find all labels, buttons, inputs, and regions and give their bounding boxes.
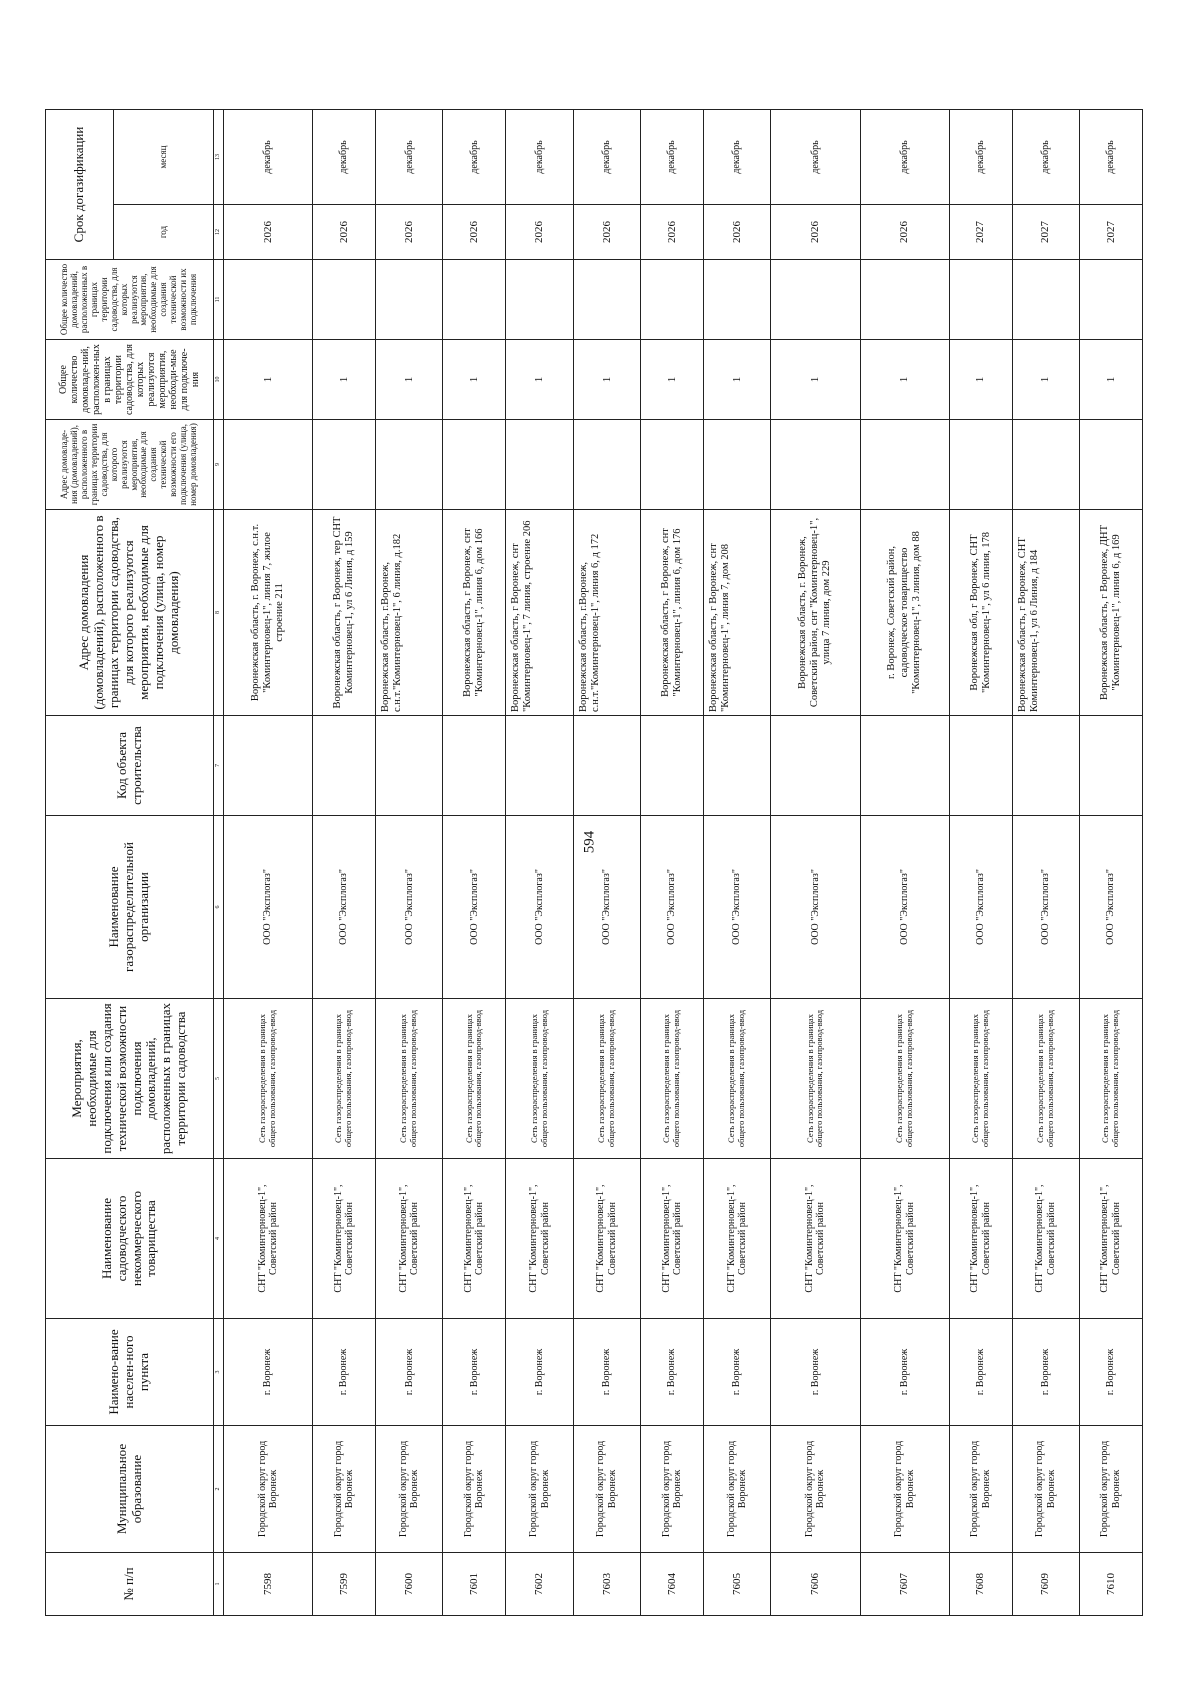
gas-org-cell: ООО "Эксплогаз" bbox=[771, 816, 860, 999]
document-sheet bbox=[45, 110, 1143, 1616]
header-partnership: Наименование садоводческого некоммерческого товарищества bbox=[46, 1159, 214, 1319]
month-cell: декабрь bbox=[704, 110, 771, 205]
column-number-row bbox=[214, 110, 224, 1616]
table-row bbox=[704, 110, 771, 1616]
municipality-cell: Городской округ город Воронеж bbox=[704, 1426, 771, 1553]
table-row bbox=[224, 110, 313, 1616]
address-tech-cell bbox=[1012, 420, 1079, 510]
partnership-cell: СНТ "Коминтерновец-1", Советский район bbox=[949, 1159, 1012, 1319]
code-cell bbox=[1079, 716, 1142, 816]
partnership-cell: СНТ "Коминтерновец-1", Советский район bbox=[704, 1159, 771, 1319]
row-number: 7603 bbox=[573, 1553, 640, 1616]
gas-org-cell: ООО "Эксплогаз" bbox=[573, 816, 640, 999]
table-row bbox=[376, 110, 443, 1616]
municipality-cell: Городской округ город Воронеж bbox=[313, 1426, 376, 1553]
table-row bbox=[1012, 110, 1079, 1616]
column-number: 7 bbox=[214, 716, 224, 816]
measures-cell: Сеть газораспределения в границах общего пользования, газопровод-ввод bbox=[949, 999, 1012, 1159]
header-measures: Мероприятия, необходимые для подключения или создания технической возможности подключения домовладений, расположенных в границах территории садоводства bbox=[46, 999, 214, 1159]
header-year: год bbox=[114, 205, 214, 260]
table-row bbox=[573, 110, 640, 1616]
address-tech-cell bbox=[860, 420, 949, 510]
table-body bbox=[224, 110, 1143, 1616]
count-connect-cell: 1 bbox=[704, 340, 771, 420]
address-cell: Воронежская область, г.Воронеж, с.н.т."Коминтерновец-1", линия 6, д 172 bbox=[573, 510, 640, 716]
row-number: 7599 bbox=[313, 1553, 376, 1616]
measures-cell: Сеть газораспределения в границах общего пользования, газопровод-ввод bbox=[771, 999, 860, 1159]
row-number: 7610 bbox=[1079, 1553, 1142, 1616]
address-cell: Воронежская обл, г Воронеж, СНТ "Коминтерновец-1", ул 6 линия, 178 bbox=[949, 510, 1012, 716]
table-row bbox=[641, 110, 704, 1616]
partnership-cell: СНТ "Коминтерновец-1", Советский район bbox=[506, 1159, 573, 1319]
measures-cell: Сеть газораспределения в границах общего пользования, газопровод-ввод bbox=[704, 999, 771, 1159]
row-number: 7600 bbox=[376, 1553, 443, 1616]
month-cell: декабрь bbox=[860, 110, 949, 205]
count-connect-cell: 1 bbox=[573, 340, 640, 420]
address-tech-cell bbox=[376, 420, 443, 510]
address-tech-cell bbox=[1079, 420, 1142, 510]
gas-org-cell: ООО "Эксплогаз" bbox=[506, 816, 573, 999]
address-cell: Воронежская область, г Воронеж, снт "Коминтерновец-1", линия 7, дом 208 bbox=[704, 510, 771, 716]
year-cell: 2026 bbox=[313, 205, 376, 260]
month-cell: декабрь bbox=[1012, 110, 1079, 205]
header-count-connect: Общее количество домовладе-ний, расположен-ных в границах территории садоводства, для которых реализуются мероприятия, необходи-мые для подключе-ния bbox=[46, 340, 214, 420]
column-number: 13 bbox=[214, 110, 224, 205]
gas-org-cell: ООО "Эксплогаз" bbox=[641, 816, 704, 999]
address-tech-cell bbox=[949, 420, 1012, 510]
partnership-cell: СНТ "Коминтерновец-1", Советский район bbox=[376, 1159, 443, 1319]
count-tech-cell bbox=[860, 260, 949, 340]
count-tech-cell bbox=[313, 260, 376, 340]
month-cell: декабрь bbox=[376, 110, 443, 205]
code-cell bbox=[506, 716, 573, 816]
gas-org-cell: ООО "Эксплогаз" bbox=[1079, 816, 1142, 999]
month-cell: декабрь bbox=[506, 110, 573, 205]
code-cell bbox=[224, 716, 313, 816]
count-connect-cell: 1 bbox=[771, 340, 860, 420]
measures-cell: Сеть газораспределения в границах общего пользования, газопровод-ввод bbox=[1079, 999, 1142, 1159]
settlement-cell: г. Воронеж bbox=[1012, 1319, 1079, 1426]
municipality-cell: Городской округ город Воронеж bbox=[1079, 1426, 1142, 1553]
address-cell: Воронежская область, г Воронеж, снт "Коминтерновец-1", линия 6, дом 176 bbox=[641, 510, 704, 716]
column-number: 12 bbox=[214, 205, 224, 260]
row-number: 7607 bbox=[860, 1553, 949, 1616]
measures-cell: Сеть газораспределения в границах общего пользования, газопровод-ввод bbox=[224, 999, 313, 1159]
table-row bbox=[313, 110, 376, 1616]
year-cell: 2027 bbox=[949, 205, 1012, 260]
count-tech-cell bbox=[573, 260, 640, 340]
column-number: 2 bbox=[214, 1426, 224, 1553]
measures-cell: Сеть газораспределения в границах общего пользования, газопровод-ввод bbox=[376, 999, 443, 1159]
table-row bbox=[860, 110, 949, 1616]
header-code: Код объекта строительства bbox=[46, 716, 214, 816]
settlement-cell: г. Воронеж bbox=[949, 1319, 1012, 1426]
year-cell: 2026 bbox=[506, 205, 573, 260]
address-cell: Воронежская область, г.Воронеж, с.н.т."Коминтерновец-1", 6 линия, д.182 bbox=[376, 510, 443, 716]
settlement-cell: г. Воронеж bbox=[771, 1319, 860, 1426]
municipality-cell: Городской округ город Воронеж bbox=[771, 1426, 860, 1553]
settlement-cell: г. Воронеж bbox=[376, 1319, 443, 1426]
gas-org-cell: ООО "Эксплогаз" bbox=[224, 816, 313, 999]
month-cell: декабрь bbox=[1079, 110, 1142, 205]
month-cell: декабрь bbox=[313, 110, 376, 205]
row-number: 7605 bbox=[704, 1553, 771, 1616]
code-cell bbox=[860, 716, 949, 816]
year-cell: 2026 bbox=[860, 205, 949, 260]
month-cell: декабрь bbox=[771, 110, 860, 205]
year-cell: 2026 bbox=[224, 205, 313, 260]
code-cell bbox=[641, 716, 704, 816]
count-connect-cell: 1 bbox=[506, 340, 573, 420]
year-cell: 2027 bbox=[1079, 205, 1142, 260]
gas-org-cell: ООО "Эксплогаз" bbox=[313, 816, 376, 999]
municipality-cell: Городской округ город Воронеж bbox=[641, 1426, 704, 1553]
count-tech-cell bbox=[704, 260, 771, 340]
address-tech-cell bbox=[224, 420, 313, 510]
table-row bbox=[443, 110, 506, 1616]
municipality-cell: Городской округ город Воронеж bbox=[1012, 1426, 1079, 1553]
gas-org-cell: ООО "Эксплогаз" bbox=[949, 816, 1012, 999]
header-num: № п/п bbox=[46, 1553, 214, 1616]
code-cell bbox=[704, 716, 771, 816]
partnership-cell: СНТ "Коминтерновец-1", Советский район bbox=[1079, 1159, 1142, 1319]
municipality-cell: Городской округ город Воронеж bbox=[860, 1426, 949, 1553]
measures-cell: Сеть газораспределения в границах общего пользования, газопровод-ввод bbox=[860, 999, 949, 1159]
code-cell bbox=[949, 716, 1012, 816]
row-number: 7609 bbox=[1012, 1553, 1079, 1616]
municipality-cell: Городской округ город Воронеж bbox=[506, 1426, 573, 1553]
count-connect-cell: 1 bbox=[641, 340, 704, 420]
code-cell bbox=[313, 716, 376, 816]
gas-org-cell: ООО "Эксплогаз" bbox=[376, 816, 443, 999]
header-municipality: Муниципальное образование bbox=[46, 1426, 214, 1553]
settlement-cell: г. Воронеж bbox=[573, 1319, 640, 1426]
count-connect-cell: 1 bbox=[1012, 340, 1079, 420]
settlement-cell: г. Воронеж bbox=[1079, 1319, 1142, 1426]
header-month: месяц bbox=[114, 110, 214, 205]
code-cell bbox=[443, 716, 506, 816]
partnership-cell: СНТ "Коминтерновец-1", Советский район bbox=[860, 1159, 949, 1319]
address-tech-cell bbox=[641, 420, 704, 510]
month-cell: декабрь bbox=[949, 110, 1012, 205]
row-number: 7598 bbox=[224, 1553, 313, 1616]
year-cell: 2026 bbox=[376, 205, 443, 260]
table-row bbox=[949, 110, 1012, 1616]
count-tech-cell bbox=[443, 260, 506, 340]
settlement-cell: г. Воронеж bbox=[641, 1319, 704, 1426]
count-tech-cell bbox=[376, 260, 443, 340]
gasification-table bbox=[45, 109, 1143, 1616]
count-tech-cell bbox=[949, 260, 1012, 340]
count-connect-cell: 1 bbox=[376, 340, 443, 420]
count-connect-cell: 1 bbox=[313, 340, 376, 420]
gas-org-cell: ООО "Эксплогаз" bbox=[860, 816, 949, 999]
column-number: 11 bbox=[214, 260, 224, 340]
gas-org-cell: ООО "Эксплогаз" bbox=[704, 816, 771, 999]
page-number: 594 bbox=[581, 830, 598, 854]
count-connect-cell: 1 bbox=[443, 340, 506, 420]
address-tech-cell bbox=[443, 420, 506, 510]
header-address-tech: Адрес домовладе-ния (домовладений), расположенного в границах территории садоводства, для которого реализуются мероприятия, необходимые для создания технической возможности его подключения (улица, номер домовладения) bbox=[46, 420, 214, 510]
municipality-cell: Городской округ город Воронеж bbox=[224, 1426, 313, 1553]
address-cell: г. Воронеж, Советский район, садоводческое товарищество "Коминтерновец-1", 3 линия, дом 88 bbox=[860, 510, 949, 716]
count-tech-cell bbox=[641, 260, 704, 340]
header-settlement: Наимено-вание населен-ного пункта bbox=[46, 1319, 214, 1426]
address-cell: Воронежская область, г Воронеж, ДНТ "Коминтерновец-1", линия 6, д 169 bbox=[1079, 510, 1142, 716]
address-cell: Воронежская область, г Воронеж, тер СНТ Коминтерновец-1, ул 6 Линия, д 159 bbox=[313, 510, 376, 716]
column-number: 8 bbox=[214, 510, 224, 716]
partnership-cell: СНТ "Коминтерновец-1", Советский район bbox=[641, 1159, 704, 1319]
code-cell bbox=[1012, 716, 1079, 816]
year-cell: 2026 bbox=[771, 205, 860, 260]
count-connect-cell: 1 bbox=[1079, 340, 1142, 420]
count-tech-cell bbox=[771, 260, 860, 340]
count-tech-cell bbox=[224, 260, 313, 340]
row-number: 7602 bbox=[506, 1553, 573, 1616]
count-connect-cell: 1 bbox=[949, 340, 1012, 420]
settlement-cell: г. Воронеж bbox=[704, 1319, 771, 1426]
count-tech-cell bbox=[1012, 260, 1079, 340]
month-cell: декабрь bbox=[641, 110, 704, 205]
column-number: 3 bbox=[214, 1319, 224, 1426]
month-cell: декабрь bbox=[443, 110, 506, 205]
code-cell bbox=[376, 716, 443, 816]
measures-cell: Сеть газораспределения в границах общего пользования, газопровод-ввод bbox=[443, 999, 506, 1159]
month-cell: декабрь bbox=[573, 110, 640, 205]
measures-cell: Сеть газораспределения в границах общего пользования, газопровод-ввод bbox=[1012, 999, 1079, 1159]
municipality-cell: Городской округ город Воронеж bbox=[949, 1426, 1012, 1553]
header-count-tech: Общее количество домовладений, расположенных в границах территории садоводства, для которых реализуются мероприятия, необходимые для создания технической возможности их подключения bbox=[46, 260, 214, 340]
partnership-cell: СНТ "Коминтерновец-1", Советский район bbox=[313, 1159, 376, 1319]
year-cell: 2026 bbox=[443, 205, 506, 260]
measures-cell: Сеть газораспределения в границах общего пользования, газопровод-ввод bbox=[313, 999, 376, 1159]
code-cell bbox=[573, 716, 640, 816]
row-number: 7601 bbox=[443, 1553, 506, 1616]
gas-org-cell: ООО "Эксплогаз" bbox=[1012, 816, 1079, 999]
year-cell: 2026 bbox=[641, 205, 704, 260]
partnership-cell: СНТ "Коминтерновец-1", Советский район bbox=[224, 1159, 313, 1319]
measures-cell: Сеть газораспределения в границах общего пользования, газопровод-ввод bbox=[641, 999, 704, 1159]
settlement-cell: г. Воронеж bbox=[506, 1319, 573, 1426]
count-tech-cell bbox=[1079, 260, 1142, 340]
settlement-cell: г. Воронеж bbox=[860, 1319, 949, 1426]
address-tech-cell bbox=[313, 420, 376, 510]
address-cell: Воронежская область, г Воронеж, снт "Коминтерновец-1", 7 линия, строение 206 bbox=[506, 510, 573, 716]
address-cell: Воронежская область, г Воронеж, СНТ Коминтерновец-1, ул 6 Линия, д 184 bbox=[1012, 510, 1079, 716]
year-cell: 2027 bbox=[1012, 205, 1079, 260]
table-row bbox=[506, 110, 573, 1616]
code-cell bbox=[771, 716, 860, 816]
column-number: 9 bbox=[214, 420, 224, 510]
address-cell: Воронежская область, г. Воронеж, с.н.т. "Коминтерновец-1", линия 7, жилое строение 211 bbox=[224, 510, 313, 716]
address-tech-cell bbox=[771, 420, 860, 510]
column-number: 4 bbox=[214, 1159, 224, 1319]
count-tech-cell bbox=[506, 260, 573, 340]
address-tech-cell bbox=[506, 420, 573, 510]
address-cell: Воронежская область, г Воронеж, снт "Коминтерновец-1", линия 6, дом 166 bbox=[443, 510, 506, 716]
header-org: Наименование газораспределительной организации bbox=[46, 816, 214, 999]
settlement-cell: г. Воронеж bbox=[443, 1319, 506, 1426]
gas-org-cell: ООО "Эксплогаз" bbox=[443, 816, 506, 999]
partnership-cell: СНТ "Коминтерновец-1", Советский район bbox=[443, 1159, 506, 1319]
table-row bbox=[1079, 110, 1142, 1616]
count-connect-cell: 1 bbox=[860, 340, 949, 420]
settlement-cell: г. Воронеж bbox=[313, 1319, 376, 1426]
address-cell: Воронежская область, г. Воронеж, Советский район, снт "Коминтерновец-1", улица 7 линия, дом 229 bbox=[771, 510, 860, 716]
row-number: 7608 bbox=[949, 1553, 1012, 1616]
header-address: Адрес домовладения (домовладений), расположенного в границах территории садоводства, для которого реализуются мероприятия, необходимые для подключения (улица, номер домовладения) bbox=[46, 510, 214, 716]
year-cell: 2026 bbox=[704, 205, 771, 260]
column-number: 1 bbox=[214, 1553, 224, 1616]
month-cell: декабрь bbox=[224, 110, 313, 205]
settlement-cell: г. Воронеж bbox=[224, 1319, 313, 1426]
header-term: Срок догазификации bbox=[46, 110, 114, 260]
partnership-cell: СНТ "Коминтерновец-1", Советский район bbox=[1012, 1159, 1079, 1319]
partnership-cell: СНТ "Коминтерновец-1", Советский район bbox=[573, 1159, 640, 1319]
municipality-cell: Городской округ город Воронеж bbox=[573, 1426, 640, 1553]
column-number: 5 bbox=[214, 999, 224, 1159]
row-number: 7604 bbox=[641, 1553, 704, 1616]
address-tech-cell bbox=[704, 420, 771, 510]
municipality-cell: Городской округ город Воронеж bbox=[376, 1426, 443, 1553]
row-number: 7606 bbox=[771, 1553, 860, 1616]
table-row bbox=[771, 110, 860, 1616]
measures-cell: Сеть газораспределения в границах общего пользования, газопровод-ввод bbox=[506, 999, 573, 1159]
partnership-cell: СНТ "Коминтерновец-1", Советский район bbox=[771, 1159, 860, 1319]
count-connect-cell: 1 bbox=[224, 340, 313, 420]
column-number: 10 bbox=[214, 340, 224, 420]
address-tech-cell bbox=[573, 420, 640, 510]
column-number: 6 bbox=[214, 816, 224, 999]
measures-cell: Сеть газораспределения в границах общего пользования, газопровод-ввод bbox=[573, 999, 640, 1159]
year-cell: 2026 bbox=[573, 205, 640, 260]
municipality-cell: Городской округ город Воронеж bbox=[443, 1426, 506, 1553]
